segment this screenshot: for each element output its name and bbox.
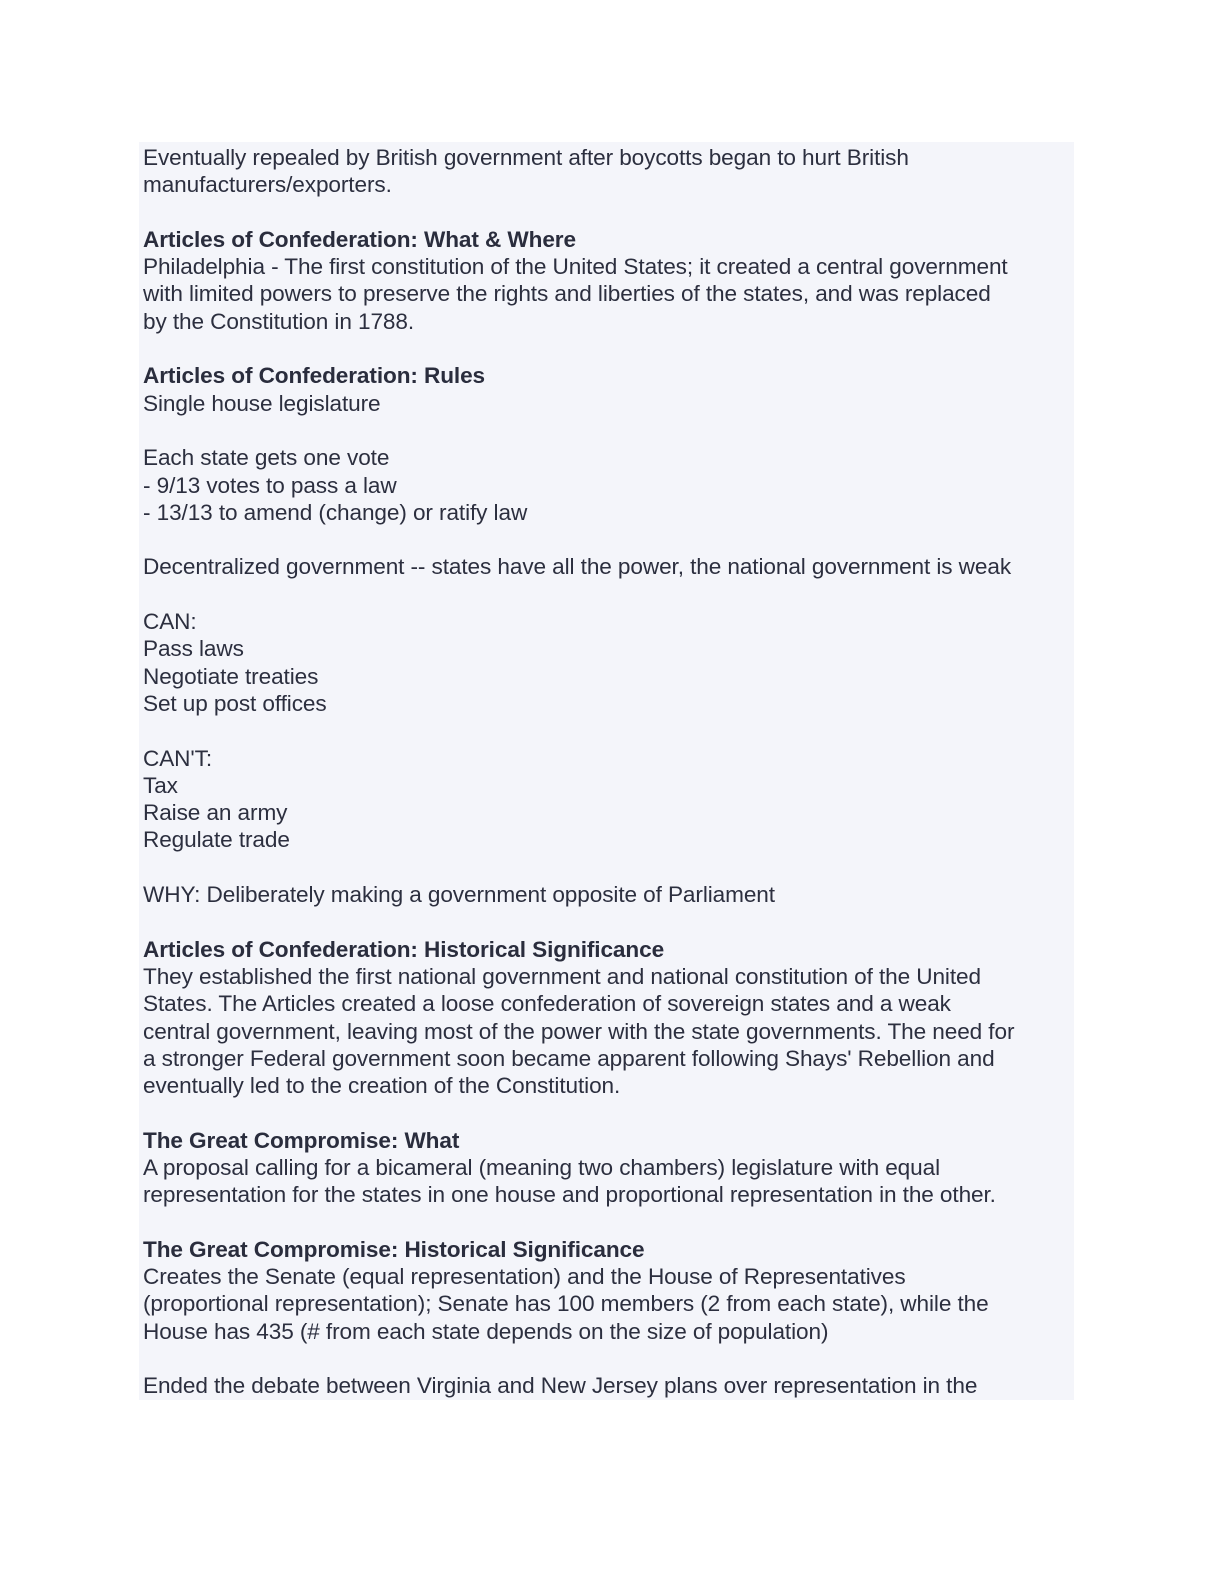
section <box>143 226 1074 335</box>
section-heading: Articles of Confederation: Historical Significance <box>143 936 665 962</box>
paragraph <box>143 1372 1074 1399</box>
text-line: - 13/13 to amend (change) or ratify law <box>143 499 528 525</box>
text-line: Tax <box>143 772 178 798</box>
text-line: - 9/13 votes to pass a law <box>143 472 397 498</box>
document-page <box>139 142 1074 1400</box>
text-line: Decentralized government -- states have all the power, the national government is weak <box>143 554 1012 580</box>
text-line: CAN: <box>143 609 197 635</box>
section-heading: The Great Compromise: What <box>143 1127 460 1153</box>
section <box>143 1127 1074 1209</box>
text-line: Regulate trade <box>143 827 290 853</box>
paragraph <box>143 553 1074 580</box>
paragraph <box>143 608 1074 717</box>
text-line: representation for the states in one house and proportional representation in the other. <box>143 1182 996 1208</box>
text-line: Raise an army <box>143 800 288 826</box>
text-line: Philadelphia - The first constitution of the United States; it created a central government <box>143 254 1008 280</box>
paragraph <box>143 881 1074 908</box>
section <box>143 1236 1074 1345</box>
section <box>143 936 1074 1100</box>
text-line: with limited powers to preserve the rights and liberties of the states, and was replaced <box>143 281 991 307</box>
text-line: Ended the debate between Virginia and New Jersey plans over representation in the <box>143 1373 978 1399</box>
document-body <box>139 142 1074 1400</box>
section-heading: Articles of Confederation: Rules <box>143 363 486 389</box>
text-line: central government, leaving most of the power with the state governments. The need for <box>143 1018 1015 1044</box>
text-line: manufacturers/exporters. <box>143 172 392 198</box>
text-line: A proposal calling for a bicameral (meaning two chambers) legislature with equal <box>143 1154 940 1180</box>
text-line: (proportional representation); Senate has 100 members (2 from each state), while the <box>143 1291 989 1317</box>
section-heading: Articles of Confederation: What & Where <box>143 226 576 252</box>
text-line: Each state gets one vote <box>143 445 390 471</box>
paragraph <box>143 444 1074 526</box>
text-line: Creates the Senate (equal representation) and the House of Representatives <box>143 1264 906 1290</box>
text-line: CAN'T: <box>143 745 212 771</box>
text-line: by the Constitution in 1788. <box>143 308 415 334</box>
text-line: House has 435 (# from each state depends on the size of population) <box>143 1318 829 1344</box>
text-line: Set up post offices <box>143 690 327 716</box>
text-line: Single house legislature <box>143 390 381 416</box>
section <box>143 362 1074 417</box>
text-line: States. The Articles created a loose confederation of sovereign states and a weak <box>143 991 951 1017</box>
section-heading: The Great Compromise: Historical Significance <box>143 1236 645 1262</box>
text-line: Negotiate treaties <box>143 663 319 689</box>
text-line: a stronger Federal government soon became apparent following Shays' Rebellion and <box>143 1045 995 1071</box>
paragraph <box>143 745 1074 854</box>
text-line: Pass laws <box>143 636 244 662</box>
text-line: eventually led to the creation of the Constitution. <box>143 1073 621 1099</box>
paragraph <box>143 144 1074 199</box>
text-line: WHY: Deliberately making a government opposite of Parliament <box>143 882 775 908</box>
text-line: Eventually repealed by British government after boycotts began to hurt British <box>143 145 909 170</box>
text-line: They established the first national government and national constitution of the United <box>143 963 981 989</box>
